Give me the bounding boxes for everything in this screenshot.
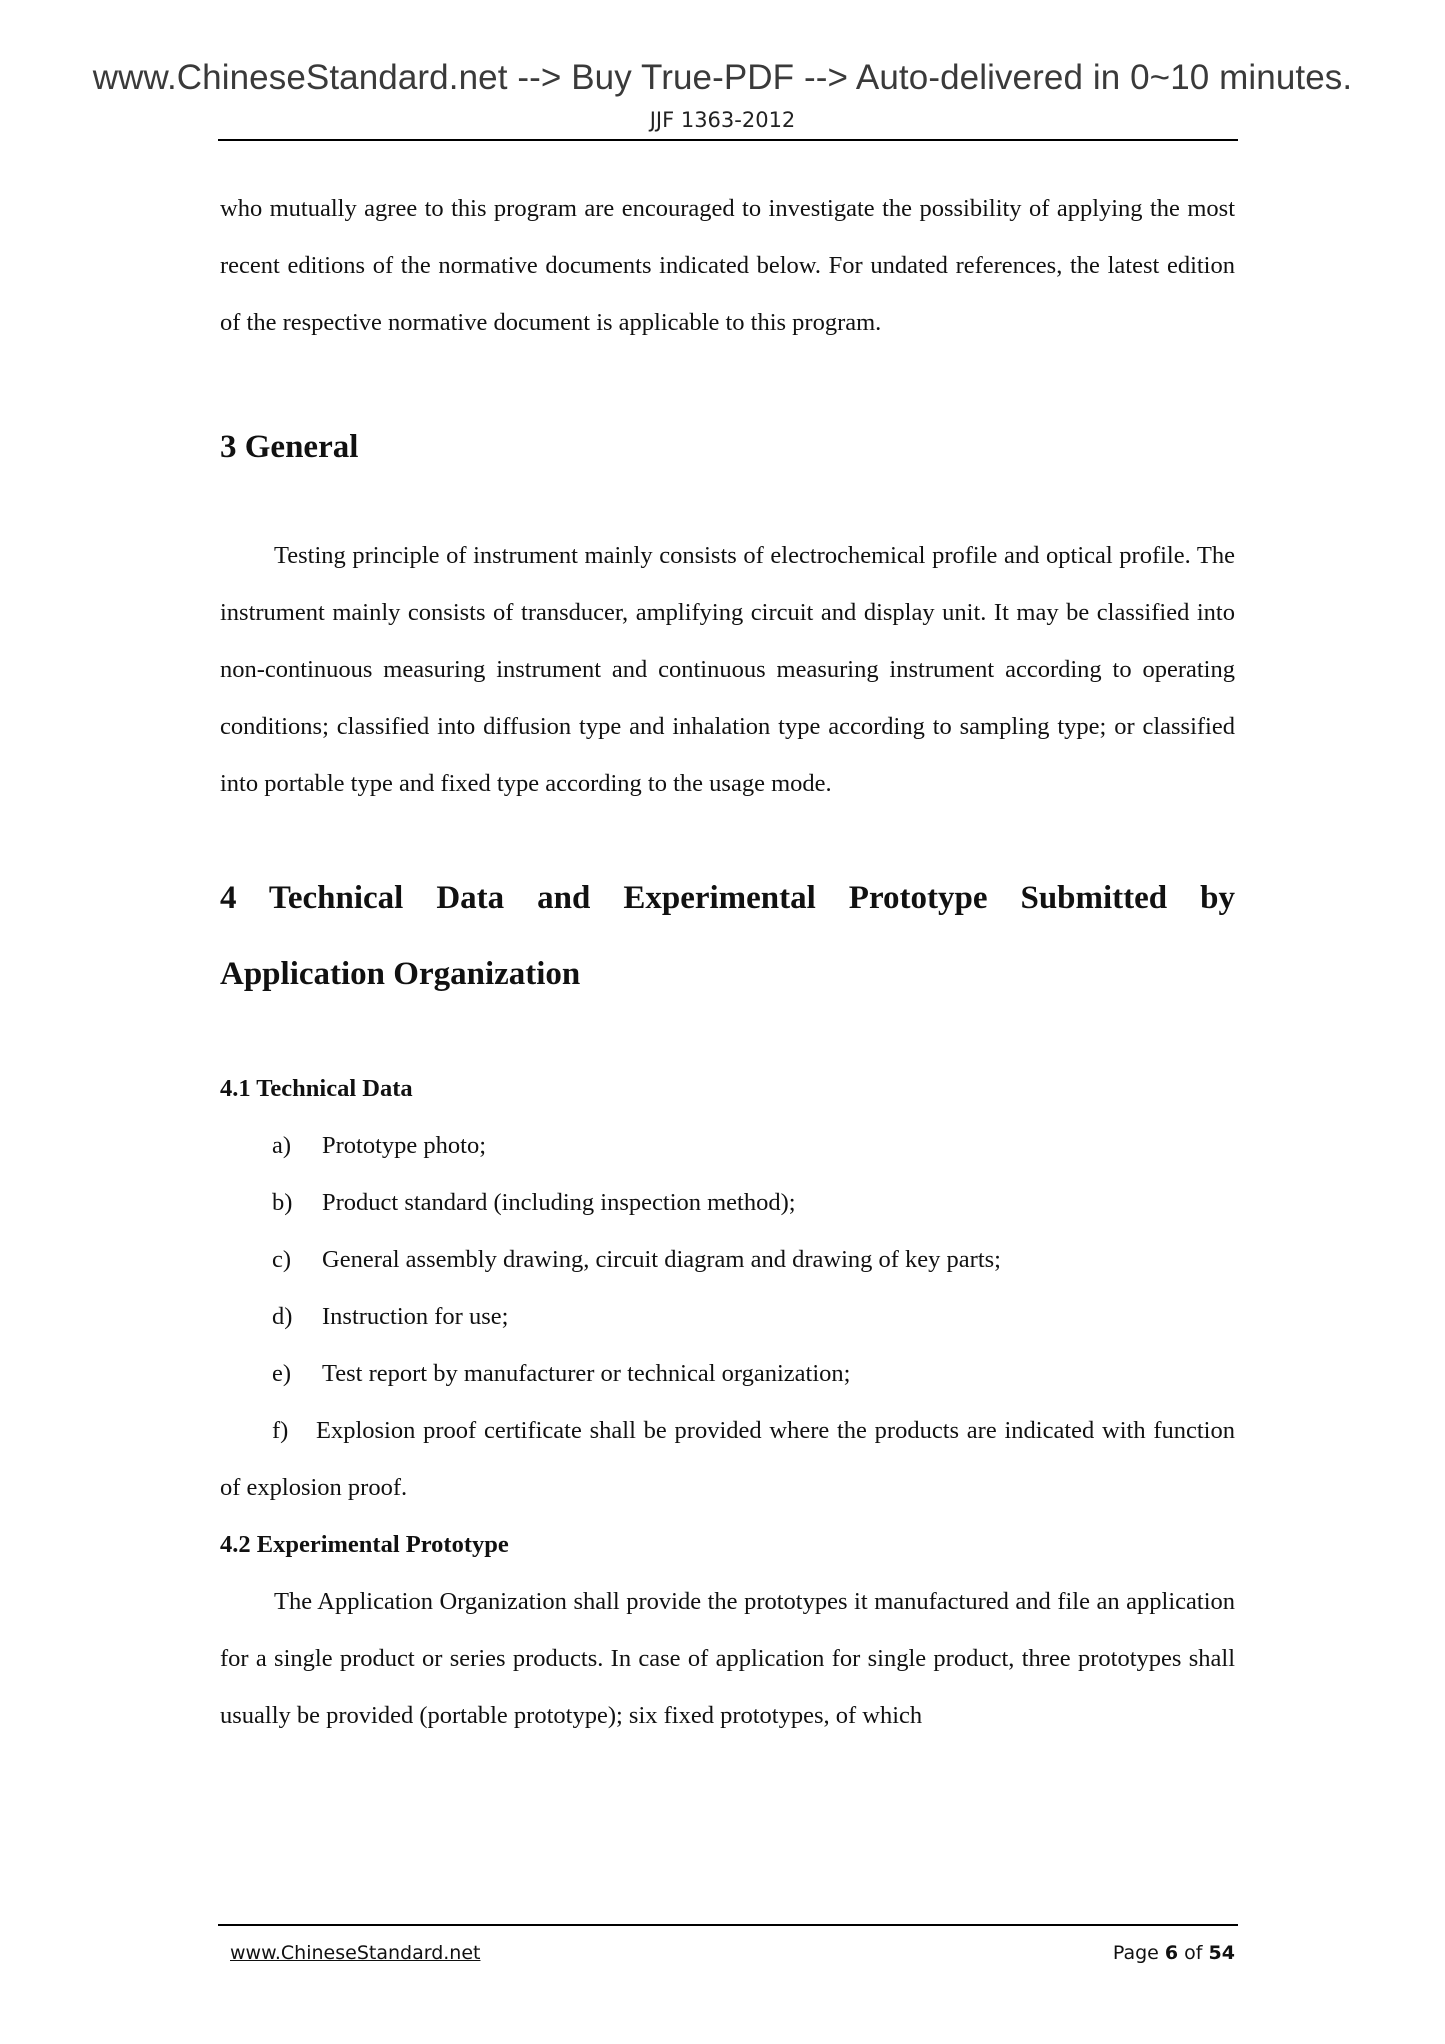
section-4-2-paragraph: The Application Organization shall provide the prototypes it manufactured and file an application for a single product or series products. In case of application for single product, three prototypes shall usually be provided (portable prototype); six fixed prototypes, of which xyxy=(220,1588,1235,1729)
list-item-text: Prototype photo; xyxy=(322,1132,487,1159)
list-marker: e) xyxy=(272,1360,292,1387)
list-item xyxy=(220,1174,1235,1231)
footer-rule xyxy=(218,1924,1238,1926)
page-prefix: Page xyxy=(1112,1942,1159,1964)
list-item xyxy=(220,1231,1235,1288)
list-item-text: General assembly drawing, circuit diagram and drawing of key parts; xyxy=(322,1246,1001,1273)
spacer xyxy=(220,485,1235,527)
intro-paragraph: who mutually agree to this program are encouraged to investigate the possibility of applying the most recent editions of the normative documents indicated below. For undated references, the latest edition of the respective normative document is applicable to this program. xyxy=(220,195,1235,336)
section-4-2-heading: 4.2 Experimental Prototype xyxy=(220,1531,509,1558)
page-number xyxy=(1113,1942,1235,1964)
list-marker: a) xyxy=(272,1132,292,1159)
section-4-1-heading: 4.1 Technical Data xyxy=(220,1075,413,1102)
page-current: 6 xyxy=(1164,1942,1179,1964)
list-marker: f) xyxy=(272,1417,289,1444)
page-total: 54 xyxy=(1208,1942,1235,1964)
list-marker: c) xyxy=(272,1246,292,1273)
spacer xyxy=(220,1012,1235,1060)
list-marker: d) xyxy=(272,1303,293,1330)
list-item xyxy=(220,1345,1235,1402)
list-marker: b) xyxy=(272,1189,293,1216)
section-4-heading-line2: Application Organization xyxy=(220,956,581,992)
page-content xyxy=(220,180,1235,1744)
list-item xyxy=(220,1402,1235,1516)
technical-data-list xyxy=(220,1117,1235,1402)
page-separator: of xyxy=(1184,1942,1203,1964)
list-item xyxy=(220,1117,1235,1174)
list-item xyxy=(220,1288,1235,1345)
section-3-paragraph: Testing principle of instrument mainly consists of electrochemical profile and optical profile. The instrument mainly consists of transducer, amplifying circuit and display unit. It may be classified into non-continuous measuring instrument and continuous measuring instrument according to operating conditions; classified into diffusion type and inhalation type according to sampling type; or classified into portable type and fixed type according to the usage mode. xyxy=(220,542,1235,797)
list-item-text: Product standard (including inspection method); xyxy=(322,1189,796,1216)
list-item-text: Test report by manufacturer or technical organization; xyxy=(322,1360,851,1387)
header-rule xyxy=(218,139,1238,141)
footer-site-link[interactable]: www.ChineseStandard.net xyxy=(230,1942,481,1964)
section-4-heading-line1: 4 Technical Data and Experimental Prototype Submitted by xyxy=(220,880,1235,916)
list-item-text: Explosion proof certificate shall be provided where the products are indicated with function of explosion proof. xyxy=(220,1417,1235,1501)
document-code: JJF 1363-2012 xyxy=(649,108,796,132)
site-banner[interactable]: www.ChineseStandard.net --> Buy True-PDF --> Auto-delivered in 0~10 minutes. xyxy=(92,58,1353,97)
section-3-heading: 3 General xyxy=(220,429,359,465)
list-item-text: Instruction for use; xyxy=(322,1303,509,1330)
